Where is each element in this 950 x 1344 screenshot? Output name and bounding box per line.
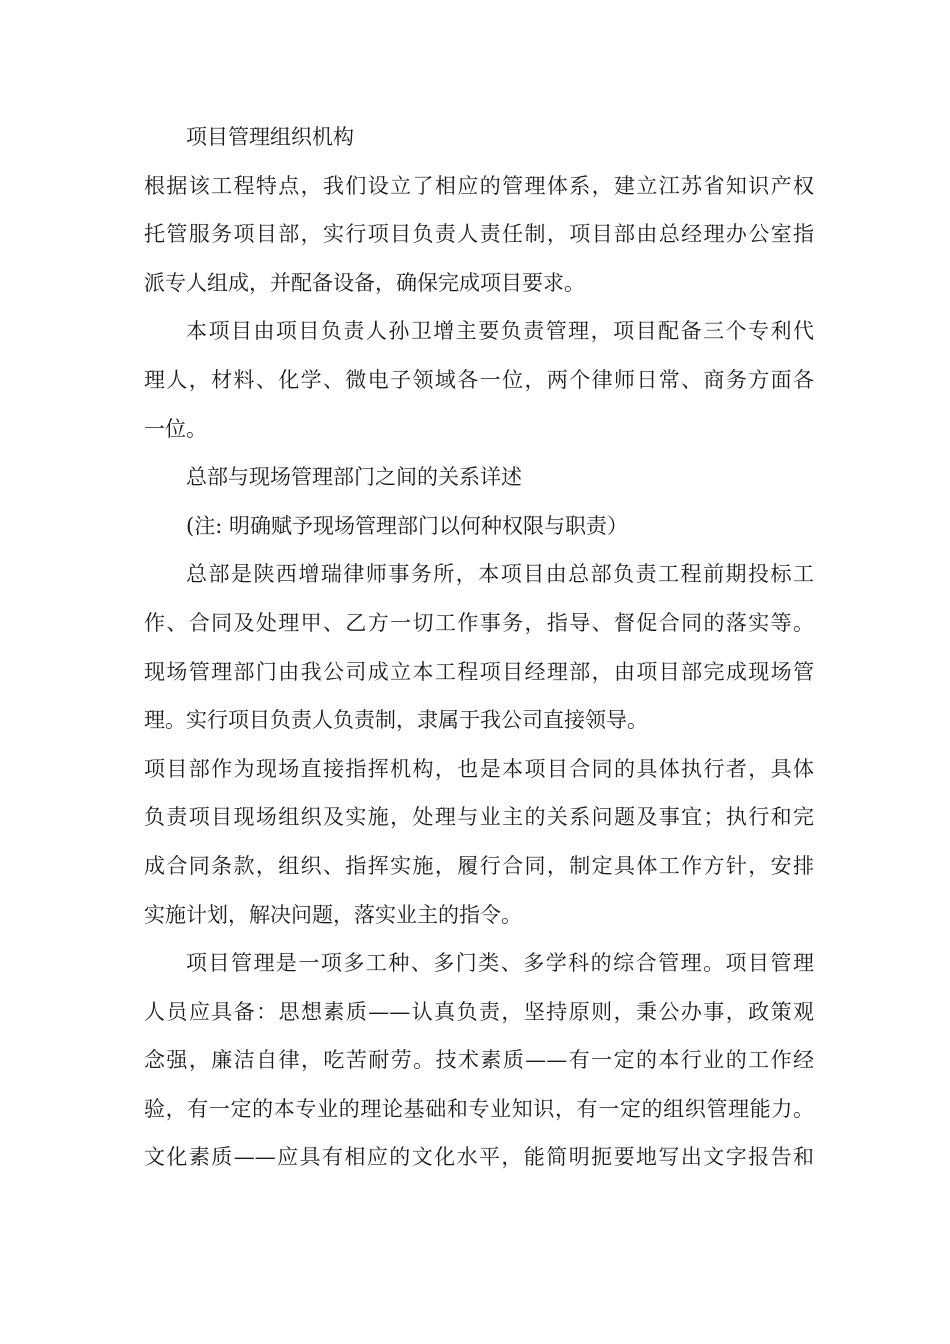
text-line: 一位。	[144, 416, 207, 441]
text-line: 根据该工程特点，我们设立了相应的管理体系，建立江苏省知识产权	[144, 173, 814, 198]
text-line: 理人，材料、化学、微电子领域各一位，两个律师日常、商务方面各	[144, 367, 814, 392]
text-line: 托管服务项目部，实行项目负责人责任制，项目部由总经理办公室指	[144, 222, 814, 247]
text-line: 念强，廉洁自律，吃苦耐劳。技术素质——有一定的本行业的工作经	[144, 1048, 814, 1073]
text-line: 现场管理部门由我公司成立本工程项目经理部，由项目部完成现场管	[144, 659, 814, 684]
text-line: 负责项目现场组织及实施，处理与业主的关系问题及事宜；执行和完	[144, 805, 814, 830]
note-line: (注: 明确赋予现场管理部门以何种权限与职责）	[186, 513, 628, 538]
text-line: 人员应具备：思想素质——认真负责，坚持原则，秉公办事，政策观	[144, 999, 814, 1024]
text-line: 作、合同及处理甲、乙方一切工作事务，指导、督促合同的落实等。	[144, 610, 814, 635]
heading-hq-site-relationship: 总部与现场管理部门之间的关系详述	[186, 465, 522, 490]
heading-project-organization: 项目管理组织机构	[186, 125, 354, 149]
text-line: 项目部作为现场直接指挥机构，也是本项目合同的具体执行者，具体	[144, 756, 814, 781]
text-line: 文化素质——应具有相应的文化水平，能简明扼要地写出文字报告和	[144, 1145, 814, 1170]
text-line: 派专人组成，并配备设备，确保完成项目要求。	[144, 270, 585, 295]
text-line: 项目管理是一项多工种、多门类、多学科的综合管理。项目管理	[186, 951, 814, 976]
text-line: 成合同条款，组织、指挥实施，履行合同，制定具体工作方针，安排	[144, 853, 814, 878]
text-line: 验，有一定的本专业的理论基础和专业知识，有一定的组织管理能力。	[144, 1096, 814, 1121]
text-line: 理。实行项目负责人负责制，隶属于我公司直接领导。	[144, 708, 648, 733]
text-line: 总部是陕西增瑞律师事务所，本项目由总部负责工程前期投标工	[186, 562, 814, 587]
document-body	[144, 113, 814, 1182]
text-line: 本项目由项目负责人孙卫增主要负责管理，项目配备三个专利代	[186, 319, 814, 344]
text-line: 实施计划，解决问题，落实业主的指令。	[144, 902, 522, 927]
